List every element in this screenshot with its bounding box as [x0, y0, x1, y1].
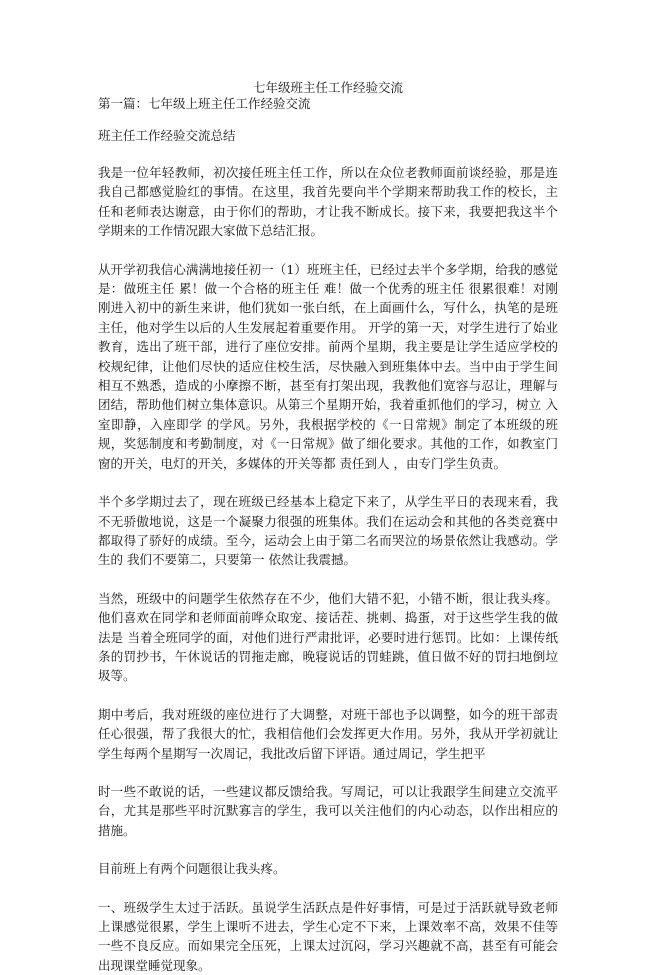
paragraph-start-of-term: 从开学初我信心满满地接任初一（1）班班主任，已经过去半个多学期，给我的感觉是：做班主任 累！做一个合格的班主任 难！做一个优秀的班主任 很累很难！对刚刚进入初中的新生来讲，他们犹如一张白纸，在上面画什么，写什么，执笔的是班主任，他对学生以后的人生发展起着重要作用。 开学的第一天，对学生进行了始业教育，选出了班干部，进行了座位安排。前两个星期，我主要是让学生适应学校的校规纪律，让他们尽快的适应住校生活，尽快融入到班集体中去。当中由于学生间相互不熟悉，造成的小摩擦不断，甚至有打架出现，我教他们宽容与忍让，理解与团结，帮助他们树立集体意识。从第三个星期开始，我着重抓他们的学习，树立 入室即静，入座即学 的学风。另外，我根据学校的《一日常规》制定了本班级的班规，奖惩制度和考勤制度，对《一日常规》做了细化要求。其他的工作，如教室门窗的开关，电灯的开关，多媒体的开关等都 责任到人 ，由专门学生负责。: [98, 261, 558, 471]
section-heading: 班主任工作经验交流总结: [98, 128, 236, 143]
paragraph-two-problems: 目前班上有两个问题很让我头疼。: [98, 861, 286, 877]
spacer: [98, 112, 558, 128]
paragraph-problem-students: 当然，班级中的问题学生依然存在不少，他们大错不犯，小错不断，很让我头疼。他们喜欢在同学和老师面前哗众取宠、接话茬、挑刺、捣蛋，对于这些学生我的做法是 当着全班同学的面，对他们进行严肃批评，必要时进行惩罚。比如：上课传纸条的罚抄书，午休说话的罚拖走廊，晚寝说话的罚蛙跳，值日做不好的罚扫地倒垃圾等。: [98, 590, 558, 684]
spacer: [98, 241, 558, 260]
spacer: [98, 840, 558, 859]
spacer: [98, 763, 558, 782]
document-body: [98, 80, 558, 975]
paragraph-class-cohesion: 半个多学期过去了，现在班级已经基本上稳定下来了，从学生平日的表现来看，我不无骄傲地说，这是一个凝聚力很强的班集体。我们在运动会和其他的各类竞赛中都取得了骄好的成绩。至今，运动会上由于第二名而哭泣的场景依然让我感动。学生的 我们不要第二，只要第一 依然让我震撼。: [98, 494, 558, 568]
spacer: [98, 473, 558, 492]
paragraph-problem-one: 一、班级学生太过于活跃。虽说学生活跃点是件好事情，可是过于活跃就导致老师上课感觉很累，学生上课听不进去，学生心定不下来，上课效率不高，效果不佳等一些不良反应。而如果完全压死，上课太过沉闷，学习兴趣就不高，甚至有可能会出现课堂睡觉现象。: [98, 899, 558, 973]
spacer: [98, 144, 558, 163]
spacer: [98, 686, 558, 705]
chapter-heading: 第一篇：七年级上班主任工作经验交流: [98, 96, 311, 111]
document-title: 七年级班主任工作经验交流: [252, 80, 403, 95]
paragraph-intro: 我是一位年轻教师，初次接任班主任工作，所以在众位老教师面前谈经验，那是连我自己都感觉脸红的事情。在这里，我首先要向半个学期来帮助我工作的校长，主任和老师表达谢意，由于你们的帮助，才让我不断成长。接下来，我要把我这半个学期来的工作情况跟大家做下总结汇报。: [98, 165, 558, 239]
spacer: [98, 879, 558, 898]
spacer: [98, 570, 558, 589]
paragraph-weekly-journal: 时一些不敢说的话，一些建议都反馈给我。写周记，可以让我跟学生间建立交流平台，尤其是那些平时沉默寡言的学生，我可以关注他们的内心动态，以作出相应的措施。: [98, 783, 558, 838]
paragraph-midterm-adjustments: 期中考后，我对班级的座位进行了大调整，对班干部也予以调整，如今的班干部责任心很强，帮了我很大的忙，我相信他们会发挥更大作用。另外，我从开学初就让学生每两个星期写一次周记，我批改后留下评语。通过周记，学生把平: [98, 706, 558, 761]
